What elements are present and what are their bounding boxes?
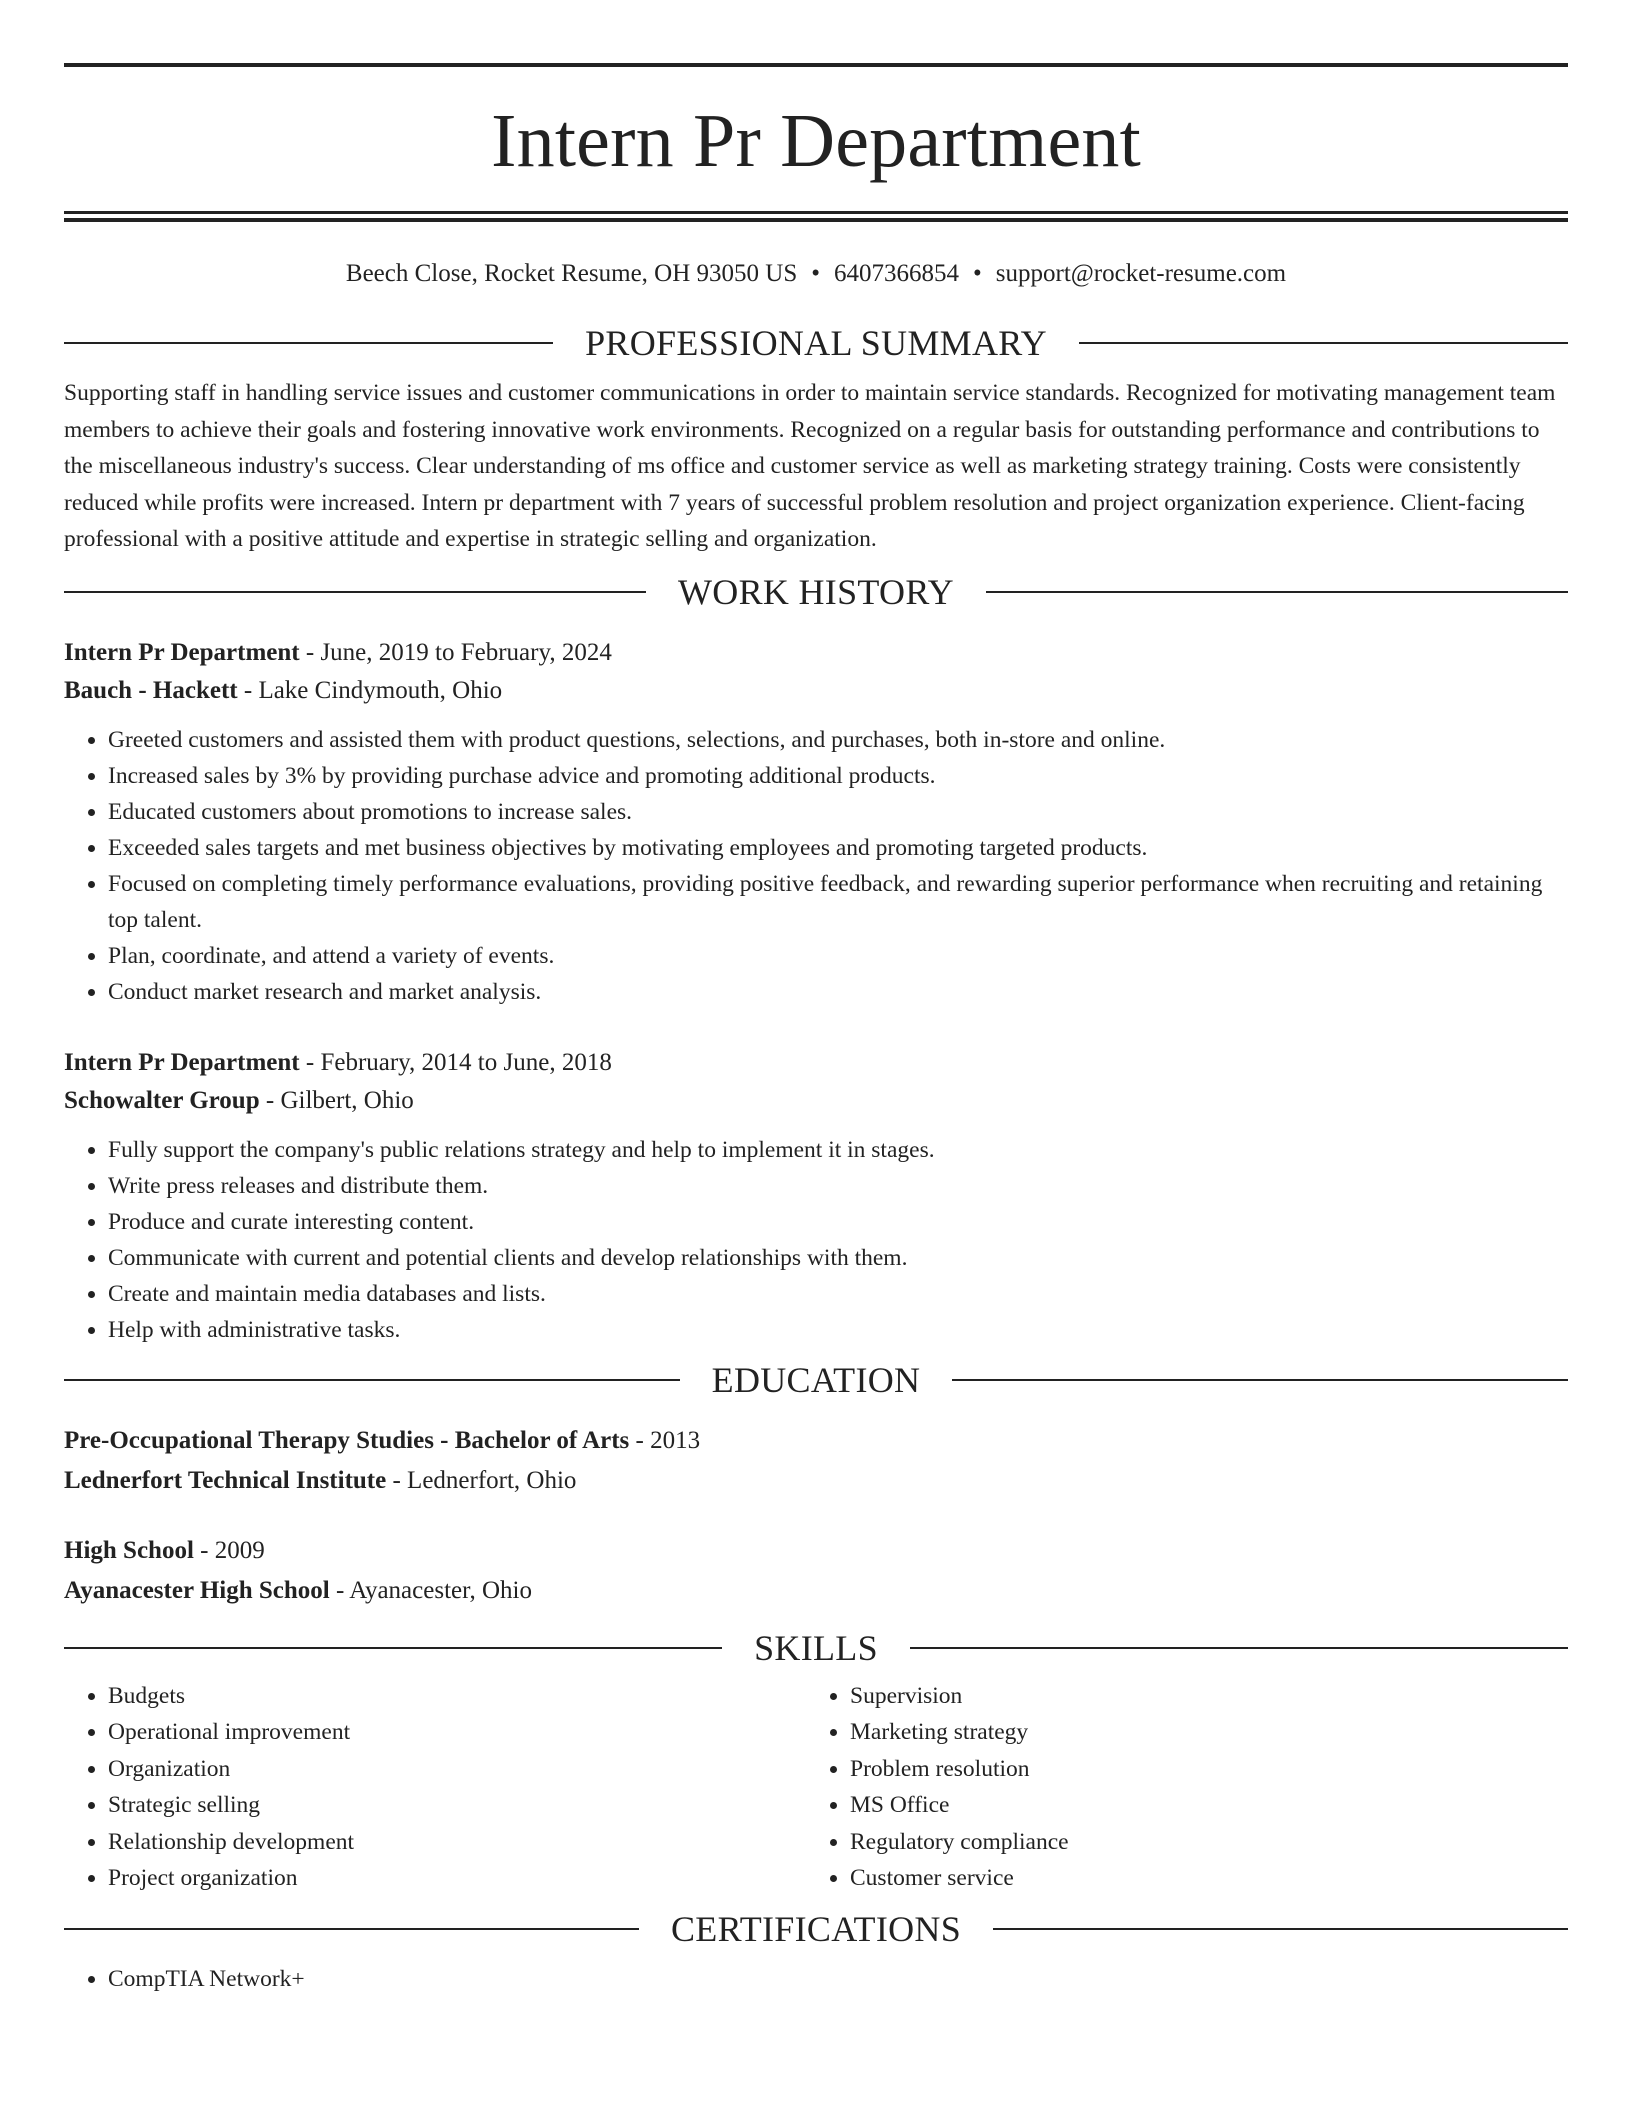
list-item: • Write press releases and distribute them. bbox=[108, 1168, 1568, 1204]
heading-rule bbox=[1079, 342, 1568, 344]
skills-list-right bbox=[806, 1678, 1548, 1897]
job-title: Intern Pr Department bbox=[64, 638, 300, 666]
job-company: Schowalter Group bbox=[64, 1086, 260, 1114]
job-dates: June, 2019 to February, 2024 bbox=[320, 638, 612, 666]
education-school: Lednerfort Technical Institute bbox=[64, 1466, 387, 1494]
education-entry bbox=[64, 1532, 1568, 1610]
list-item: • Conduct market research and market analysis. bbox=[108, 974, 1568, 1010]
list-item: • Exceeded sales targets and met business objectives by motivating employees and promoting targeted products. bbox=[108, 830, 1568, 866]
contact-email: support@rocket-resume.com bbox=[995, 260, 1287, 287]
list-item: • CompTIA Network+ bbox=[108, 1961, 1568, 1997]
list-item: • Increased sales by 3% by providing purchase advice and promoting additional products. bbox=[108, 758, 1568, 794]
list-item: • Problem resolution bbox=[850, 1751, 1548, 1788]
list-item: • Educated customers about promotions to increase sales. bbox=[108, 794, 1568, 830]
list-item: • Fully support the company's public relations strategy and help to implement it in stages. bbox=[108, 1132, 1568, 1168]
list-item: • Marketing strategy bbox=[850, 1714, 1548, 1751]
section-title: WORK HISTORY bbox=[678, 571, 954, 612]
list-item: • Help with administrative tasks. bbox=[108, 1312, 1568, 1348]
heading-rule bbox=[64, 1928, 639, 1930]
job-entry bbox=[64, 634, 1568, 1010]
top-rule bbox=[64, 63, 1568, 67]
certifications-list bbox=[64, 1961, 1568, 1997]
skills-columns bbox=[64, 1678, 1568, 1897]
education-location: Ayanacester, Ohio bbox=[349, 1576, 532, 1604]
job-bullets bbox=[64, 722, 1568, 1010]
list-item: • Organization bbox=[108, 1751, 806, 1788]
heading-rule bbox=[64, 342, 553, 344]
contact-line bbox=[64, 258, 1568, 290]
summary-text: Supporting staff in handling service issues and customer communications in order to maintain service standards. Recognized for motivating management team members to achieve their goals and fostering innovative work environments. Recognized on a regular basis for outstanding performance and contributions to the miscellaneous industry's success. Clear understanding of ms office and customer service as well as marketing strategy training. Costs were consistently reduced while profits were increased. Intern pr department with 7 years of successful problem resolution and project organization experience. Client-facing professional with a positive attitude and expertise in strategic selling and organization. bbox=[64, 380, 1556, 552]
list-item: • Greeted customers and assisted them with product questions, selections, and purchases, both in-store and online. bbox=[108, 722, 1568, 758]
job-title: Intern Pr Department bbox=[64, 1048, 300, 1076]
candidate-name: Intern Pr Department bbox=[491, 99, 1141, 183]
skills-list-left bbox=[64, 1678, 806, 1897]
section-heading-summary bbox=[64, 321, 1568, 365]
education-degree: Pre-Occupational Therapy Studies - Bachelor of Arts bbox=[64, 1426, 630, 1454]
section-title: CERTIFICATIONS bbox=[670, 1908, 962, 1949]
section-heading-certifications bbox=[64, 1907, 1568, 1951]
heading-rule bbox=[993, 1928, 1568, 1930]
section-title: EDUCATION bbox=[711, 1359, 921, 1400]
job-location: Lake Cindymouth, Ohio bbox=[258, 676, 503, 704]
education-year: 2013 bbox=[650, 1426, 701, 1454]
contact-separator: • bbox=[973, 260, 982, 287]
heading-rule bbox=[64, 591, 646, 593]
contact-separator: • bbox=[811, 260, 821, 287]
heading-rule bbox=[986, 591, 1568, 593]
heading-rule bbox=[64, 1379, 680, 1381]
list-item: • Budgets bbox=[108, 1678, 806, 1715]
heading-rule bbox=[64, 1647, 722, 1649]
list-item: • Strategic selling bbox=[108, 1787, 806, 1824]
list-item: • MS Office bbox=[850, 1787, 1548, 1824]
education-degree-line: Pre-Occupational Therapy Studies - Bachelor of Arts - 2013 bbox=[64, 1426, 701, 1454]
contact-phone: 6407366854 bbox=[834, 260, 960, 287]
list-item: • Create and maintain media databases and lists. bbox=[108, 1276, 1568, 1312]
job-bullets bbox=[64, 1132, 1568, 1348]
education-degree: High School bbox=[64, 1536, 194, 1564]
job-company-line: Schowalter Group - Gilbert, Ohio bbox=[64, 1086, 414, 1114]
section-heading-work-history bbox=[64, 570, 1568, 614]
job-entry bbox=[64, 1044, 1568, 1348]
job-dates: February, 2014 to June, 2018 bbox=[320, 1048, 612, 1076]
list-item: • Communicate with current and potential clients and develop relationships with them. bbox=[108, 1240, 1568, 1276]
education-school-line: Lednerfort Technical Institute - Lednerfort, Ohio bbox=[64, 1466, 577, 1494]
job-company-line: Bauch - Hackett - Lake Cindymouth, Ohio bbox=[64, 676, 503, 704]
job-title-line: Intern Pr Department - June, 2019 to February, 2024 bbox=[64, 638, 612, 666]
education-school: Ayanacester High School bbox=[64, 1576, 330, 1604]
heading-rule bbox=[910, 1647, 1568, 1649]
heading-rule bbox=[952, 1379, 1568, 1381]
section-title: PROFESSIONAL SUMMARY bbox=[585, 323, 1047, 363]
list-item: • Supervision bbox=[850, 1678, 1548, 1715]
job-location: Gilbert, Ohio bbox=[280, 1086, 414, 1114]
contact-address: Beech Close, Rocket Resume, OH 93050 US bbox=[345, 260, 798, 287]
education-year: 2009 bbox=[214, 1536, 265, 1564]
list-item: • Produce and curate interesting content. bbox=[108, 1204, 1568, 1240]
section-heading-education bbox=[64, 1358, 1568, 1402]
list-item: • Plan, coordinate, and attend a variety of events. bbox=[108, 938, 1568, 974]
list-item: • Operational improvement bbox=[108, 1714, 806, 1751]
name-double-rule bbox=[64, 211, 1568, 222]
education-entry bbox=[64, 1422, 1568, 1500]
education-degree-line: High School - 2009 bbox=[64, 1536, 265, 1564]
list-item: • Project organization bbox=[108, 1860, 806, 1897]
section-heading-skills bbox=[64, 1626, 1568, 1670]
job-title-line: Intern Pr Department - February, 2014 to June, 2018 bbox=[64, 1048, 612, 1076]
section-title: SKILLS bbox=[754, 1627, 878, 1668]
list-item: • Customer service bbox=[850, 1860, 1548, 1897]
list-item: • Relationship development bbox=[108, 1824, 806, 1861]
resume-page bbox=[64, 0, 1568, 1997]
job-company: Bauch - Hackett bbox=[64, 676, 238, 704]
list-item: • Regulatory compliance bbox=[850, 1824, 1548, 1861]
education-school-line: Ayanacester High School - Ayanacester, Ohio bbox=[64, 1576, 532, 1604]
list-item: • Focused on completing timely performance evaluations, providing positive feedback, and rewarding superior performance when recruiting and retaining top talent. bbox=[108, 866, 1568, 938]
education-location: Lednerfort, Ohio bbox=[407, 1466, 577, 1494]
